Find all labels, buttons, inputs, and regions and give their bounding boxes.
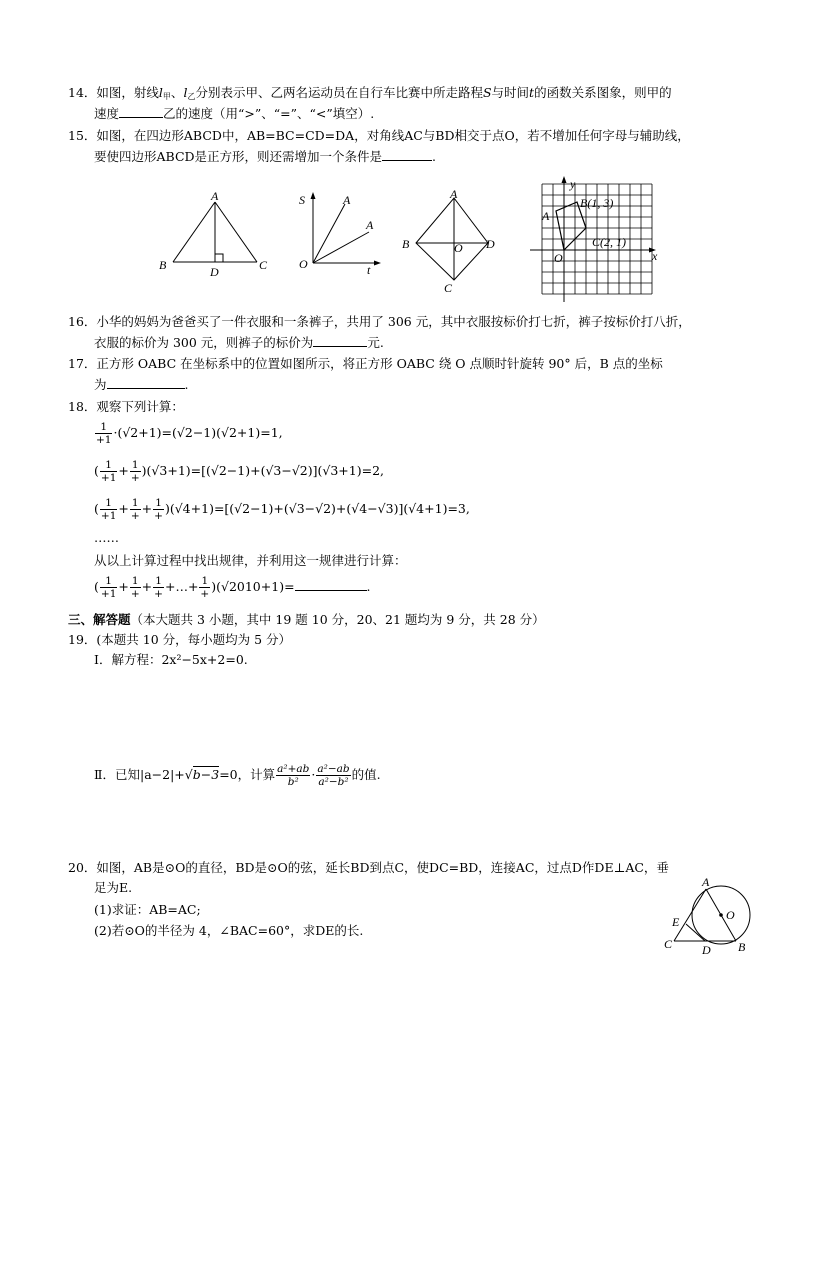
q19-part2: Ⅱ．已知|a−2|+√b−3=0，计算 $\frac{\text{a²+ab}}{\text{b²}}$ · $\frac{\text{a²−ab}}{\text{a²−b²}}$ 的值. xyxy=(94,763,381,788)
fig2-label-a-lower: A xyxy=(366,218,374,232)
figure-distance-time-graph xyxy=(295,188,385,278)
q18-row3: ( $\frac{1}{+1}$ + $\frac{1}{+}$ + $\frac{1}{+}$ )(√4+1)=[(√2−1)+(√3−√2)+(√4−√3)](√4+1)=3, xyxy=(94,497,470,522)
fraction: $\frac{\text{a²+ab}}{\text{b²}}$ xyxy=(277,763,310,788)
fraction: $\frac{\text{a²−ab}}{\text{a²−b²}}$ xyxy=(317,763,350,788)
q20-number: 20． xyxy=(68,860,97,875)
q19-head: 19．(本题共 10 分，每小题均为 5 分） xyxy=(68,632,292,647)
fraction: $\frac{1}{+}$ xyxy=(130,575,140,600)
fig1-label-d: D xyxy=(210,265,219,279)
section-3-heading: 三、解答题（本大题共 3 小题，其中 19 题 10 分，20、21 题均为 9 分，共 28 分） xyxy=(68,612,545,627)
q18-find: 从以上计算过程中找出规律，并利用这一规律进行计算： xyxy=(94,553,407,568)
section-title: 三、解答题 xyxy=(68,612,131,627)
q18-row4: ( $\frac{1}{+1}$ + $\frac{1}{+}$ + $\frac{1}{+}$ +…+ $\frac{1}{+}$ )(√2010+1)= . xyxy=(94,575,371,600)
fraction: $\frac{1}{+1}$ xyxy=(100,459,117,484)
fig3-label-o: O xyxy=(454,241,463,255)
q20-line1: 20．如图，AB是⊙O的直径，BD是⊙O的弦，延长BD到点C，使DC=BD，连接AC，过点D作DE⊥AC，垂 xyxy=(68,860,669,875)
fig3-label-b: B xyxy=(402,237,410,251)
answer-blank-16[interactable] xyxy=(313,334,367,347)
q17-number: 17． xyxy=(68,356,97,371)
fig5-label-d: D xyxy=(702,943,711,956)
q14-number: 14． xyxy=(68,85,97,100)
figure-coordinate-grid xyxy=(528,176,668,304)
figure-circle xyxy=(660,872,760,956)
fraction: $\frac{1}{+}$ xyxy=(130,459,140,484)
fig5-label-b: B xyxy=(738,940,746,954)
q18-row2: ( $\frac{1}{+1}$ + $\frac{1}{+}$ )(√3+1)=[(√2−1)+(√3−√2)](√3+1)=2, xyxy=(94,459,385,484)
fig4-label-y: y xyxy=(570,177,576,191)
q20-line2: 足为E. xyxy=(94,880,133,895)
fig3-label-a: A xyxy=(450,188,458,201)
fraction: $\frac{1}{+1}$ xyxy=(100,575,117,600)
fig1-label-b: B xyxy=(159,258,167,272)
q20-part2: (2)若⊙O的半径为 4，∠BAC=60°，求DE的长. xyxy=(94,923,364,938)
fig5-label-o: O xyxy=(726,908,735,922)
figure-rhombus xyxy=(398,188,508,298)
answer-blank-17[interactable] xyxy=(107,376,185,389)
fig3-label-d: D xyxy=(486,237,495,251)
q18-dots: …… xyxy=(94,530,119,545)
q16-number: 16． xyxy=(68,314,97,329)
fraction: $\frac{1}{+}$ xyxy=(200,575,210,600)
fraction: $\frac{1}{+1}$ xyxy=(96,421,112,446)
q14-line2: 速度 乙的速度（用“>”、“=”、“<”填空）. xyxy=(94,106,375,121)
fig4-label-x: x xyxy=(652,249,658,263)
q18-number: 18． xyxy=(68,399,97,414)
q18-row1: $\frac{1}{+1}$ ·(√2+1)=(√2−1)(√2+1)=1, xyxy=(96,421,283,446)
fig1-label-c: C xyxy=(259,258,268,272)
fraction: $\frac{1}{+}$ xyxy=(154,575,163,600)
fig5-label-e: E xyxy=(672,915,680,929)
q17-line1: 17．正方形 OABC 在坐标系中的位置如图所示，将正方形 OABC 绕 O 点顺时针旋转 90° 后，B 点的坐标 xyxy=(68,356,663,371)
fig4-label-b: B(1, 3) xyxy=(580,196,614,210)
fraction: $\frac{1}{+}$ xyxy=(154,497,163,522)
fig2-label-t: t xyxy=(367,263,371,277)
q15-number: 15． xyxy=(68,128,97,143)
q16-line2: 衣服的标价为 300 元，则裤子的标价为 元. xyxy=(94,335,384,350)
q16-line1: 16．小华的妈妈为爸爸买了一件衣服和一条裤子，共用了 306 元，其中衣服按标价打七折，裤子按标价打八折， xyxy=(68,314,691,329)
fig1-label-a: A xyxy=(211,190,219,203)
fig2-label-s: S xyxy=(299,193,305,207)
q14-line1: 14．如图，射线$l_甲$、$l_乙$分别表示甲、乙两名运动员在自行车比赛中所走路程S与时间t的函数关系图象，则甲的 xyxy=(68,85,672,101)
figure-triangle xyxy=(155,190,275,280)
fig4-label-a: A xyxy=(542,209,550,223)
fig2-label-o: O xyxy=(299,257,308,271)
q19-number: 19． xyxy=(68,632,97,647)
answer-blank-18[interactable] xyxy=(295,578,367,591)
fig4-label-o: O xyxy=(554,251,563,265)
q15-line1: 15．如图，在四边形ABCD中，AB=BC=CD=DA，对角线AC与BD相交于点O，若不增加任何字母与辅助线， xyxy=(68,128,690,143)
fig4-label-c: C(2, 1) xyxy=(592,235,626,249)
fig5-label-a: A xyxy=(702,875,710,889)
q18-line-intro: 18．观察下列计算： xyxy=(68,399,184,414)
fig3-label-c: C xyxy=(444,281,453,295)
q20-part1: (1)求证：AB=AC; xyxy=(94,902,201,917)
answer-blank-14[interactable] xyxy=(119,105,163,118)
q19-part1: Ⅰ．解方程：2x²−5x+2=0. xyxy=(94,652,248,667)
fig2-label-a-upper: A xyxy=(343,193,351,207)
fraction: $\frac{1}{+1}$ xyxy=(100,497,117,522)
fraction: $\frac{1}{+}$ xyxy=(130,497,140,522)
fig5-label-c: C xyxy=(664,937,673,951)
answer-blank-15[interactable] xyxy=(382,148,432,161)
q17-line2: 为 . xyxy=(94,377,189,392)
q15-line2: 要使四边形ABCD是正方形，则还需增加一个条件是 . xyxy=(94,149,437,164)
